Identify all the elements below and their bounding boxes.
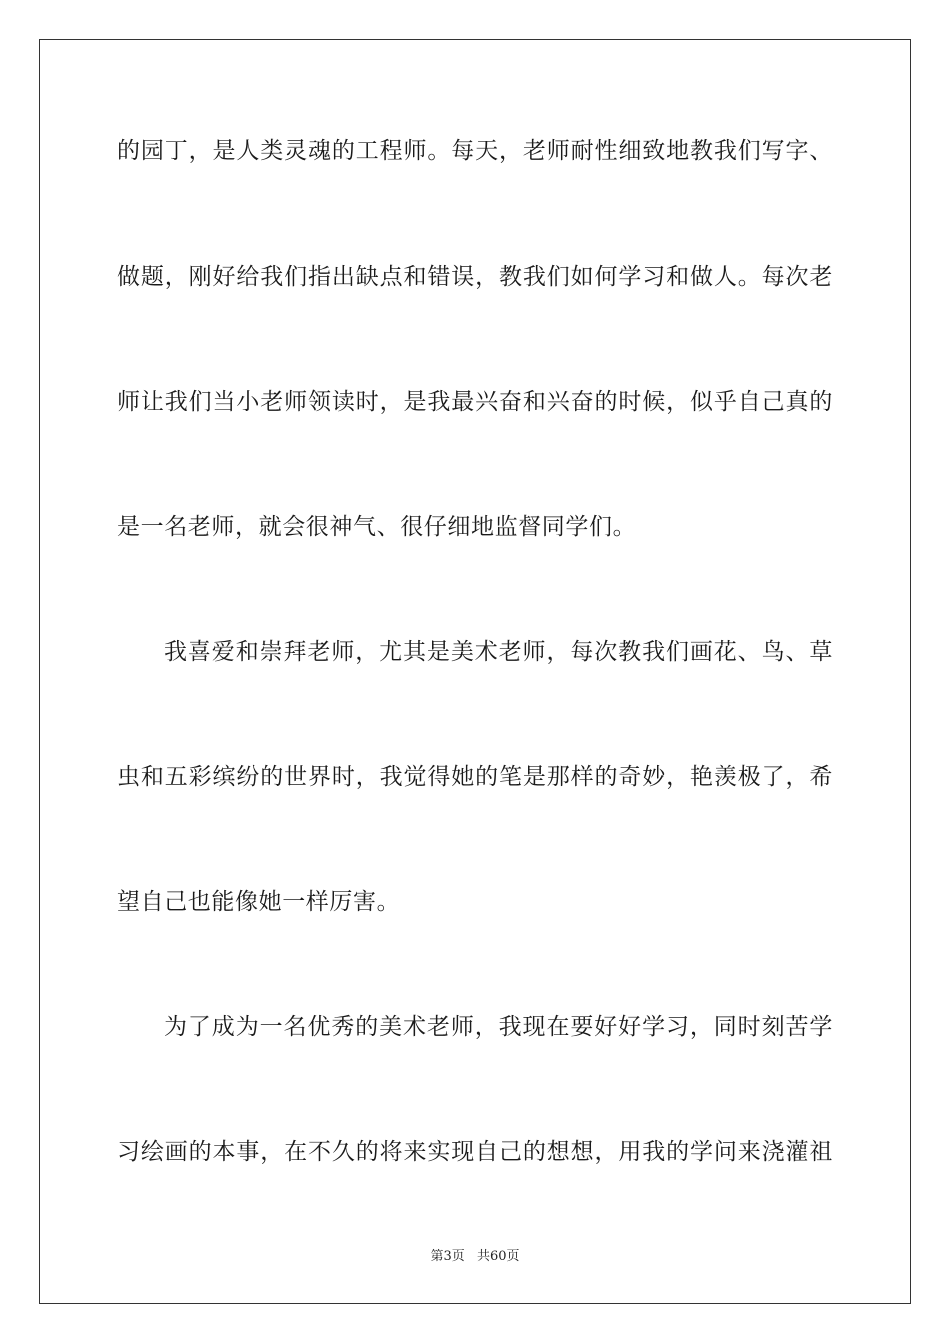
page-border bbox=[39, 39, 911, 1304]
paragraph-line: 师让我们当小老师领读时，是我最兴奋和兴奋的时候，似乎自己真的 bbox=[117, 389, 833, 415]
paragraph-line: 虫和五彩缤纷的世界时，我觉得她的笔是那样的奇妙，艳羡极了，希 bbox=[117, 764, 833, 790]
paragraph-line: 为了成为一名优秀的美术老师，我现在要好好学习，同时刻苦学 bbox=[164, 1014, 833, 1040]
paragraph-line: 的园丁，是人类灵魂的工程师。每天，老师耐性细致地教我们写字、 bbox=[117, 138, 833, 164]
paragraph-line: 是一名老师，就会很神气、很仔细地监督同学们。 bbox=[117, 514, 637, 540]
page-number-total: 共60页 bbox=[476, 1249, 520, 1264]
page-footer bbox=[0, 1248, 950, 1266]
paragraph-line: 习绘画的本事，在不久的将来实现自己的想想，用我的学问来浇灌祖 bbox=[117, 1139, 833, 1165]
page-number-current: 第3页 bbox=[430, 1249, 465, 1264]
paragraph-line: 望自己也能像她一样厉害。 bbox=[117, 889, 401, 915]
paragraph-line: 做题，刚好给我们指出缺点和错误，教我们如何学习和做人。每次老 bbox=[117, 264, 833, 290]
paragraph-line: 我喜爱和崇拜老师，尤其是美术老师，每次教我们画花、鸟、草 bbox=[164, 639, 833, 665]
